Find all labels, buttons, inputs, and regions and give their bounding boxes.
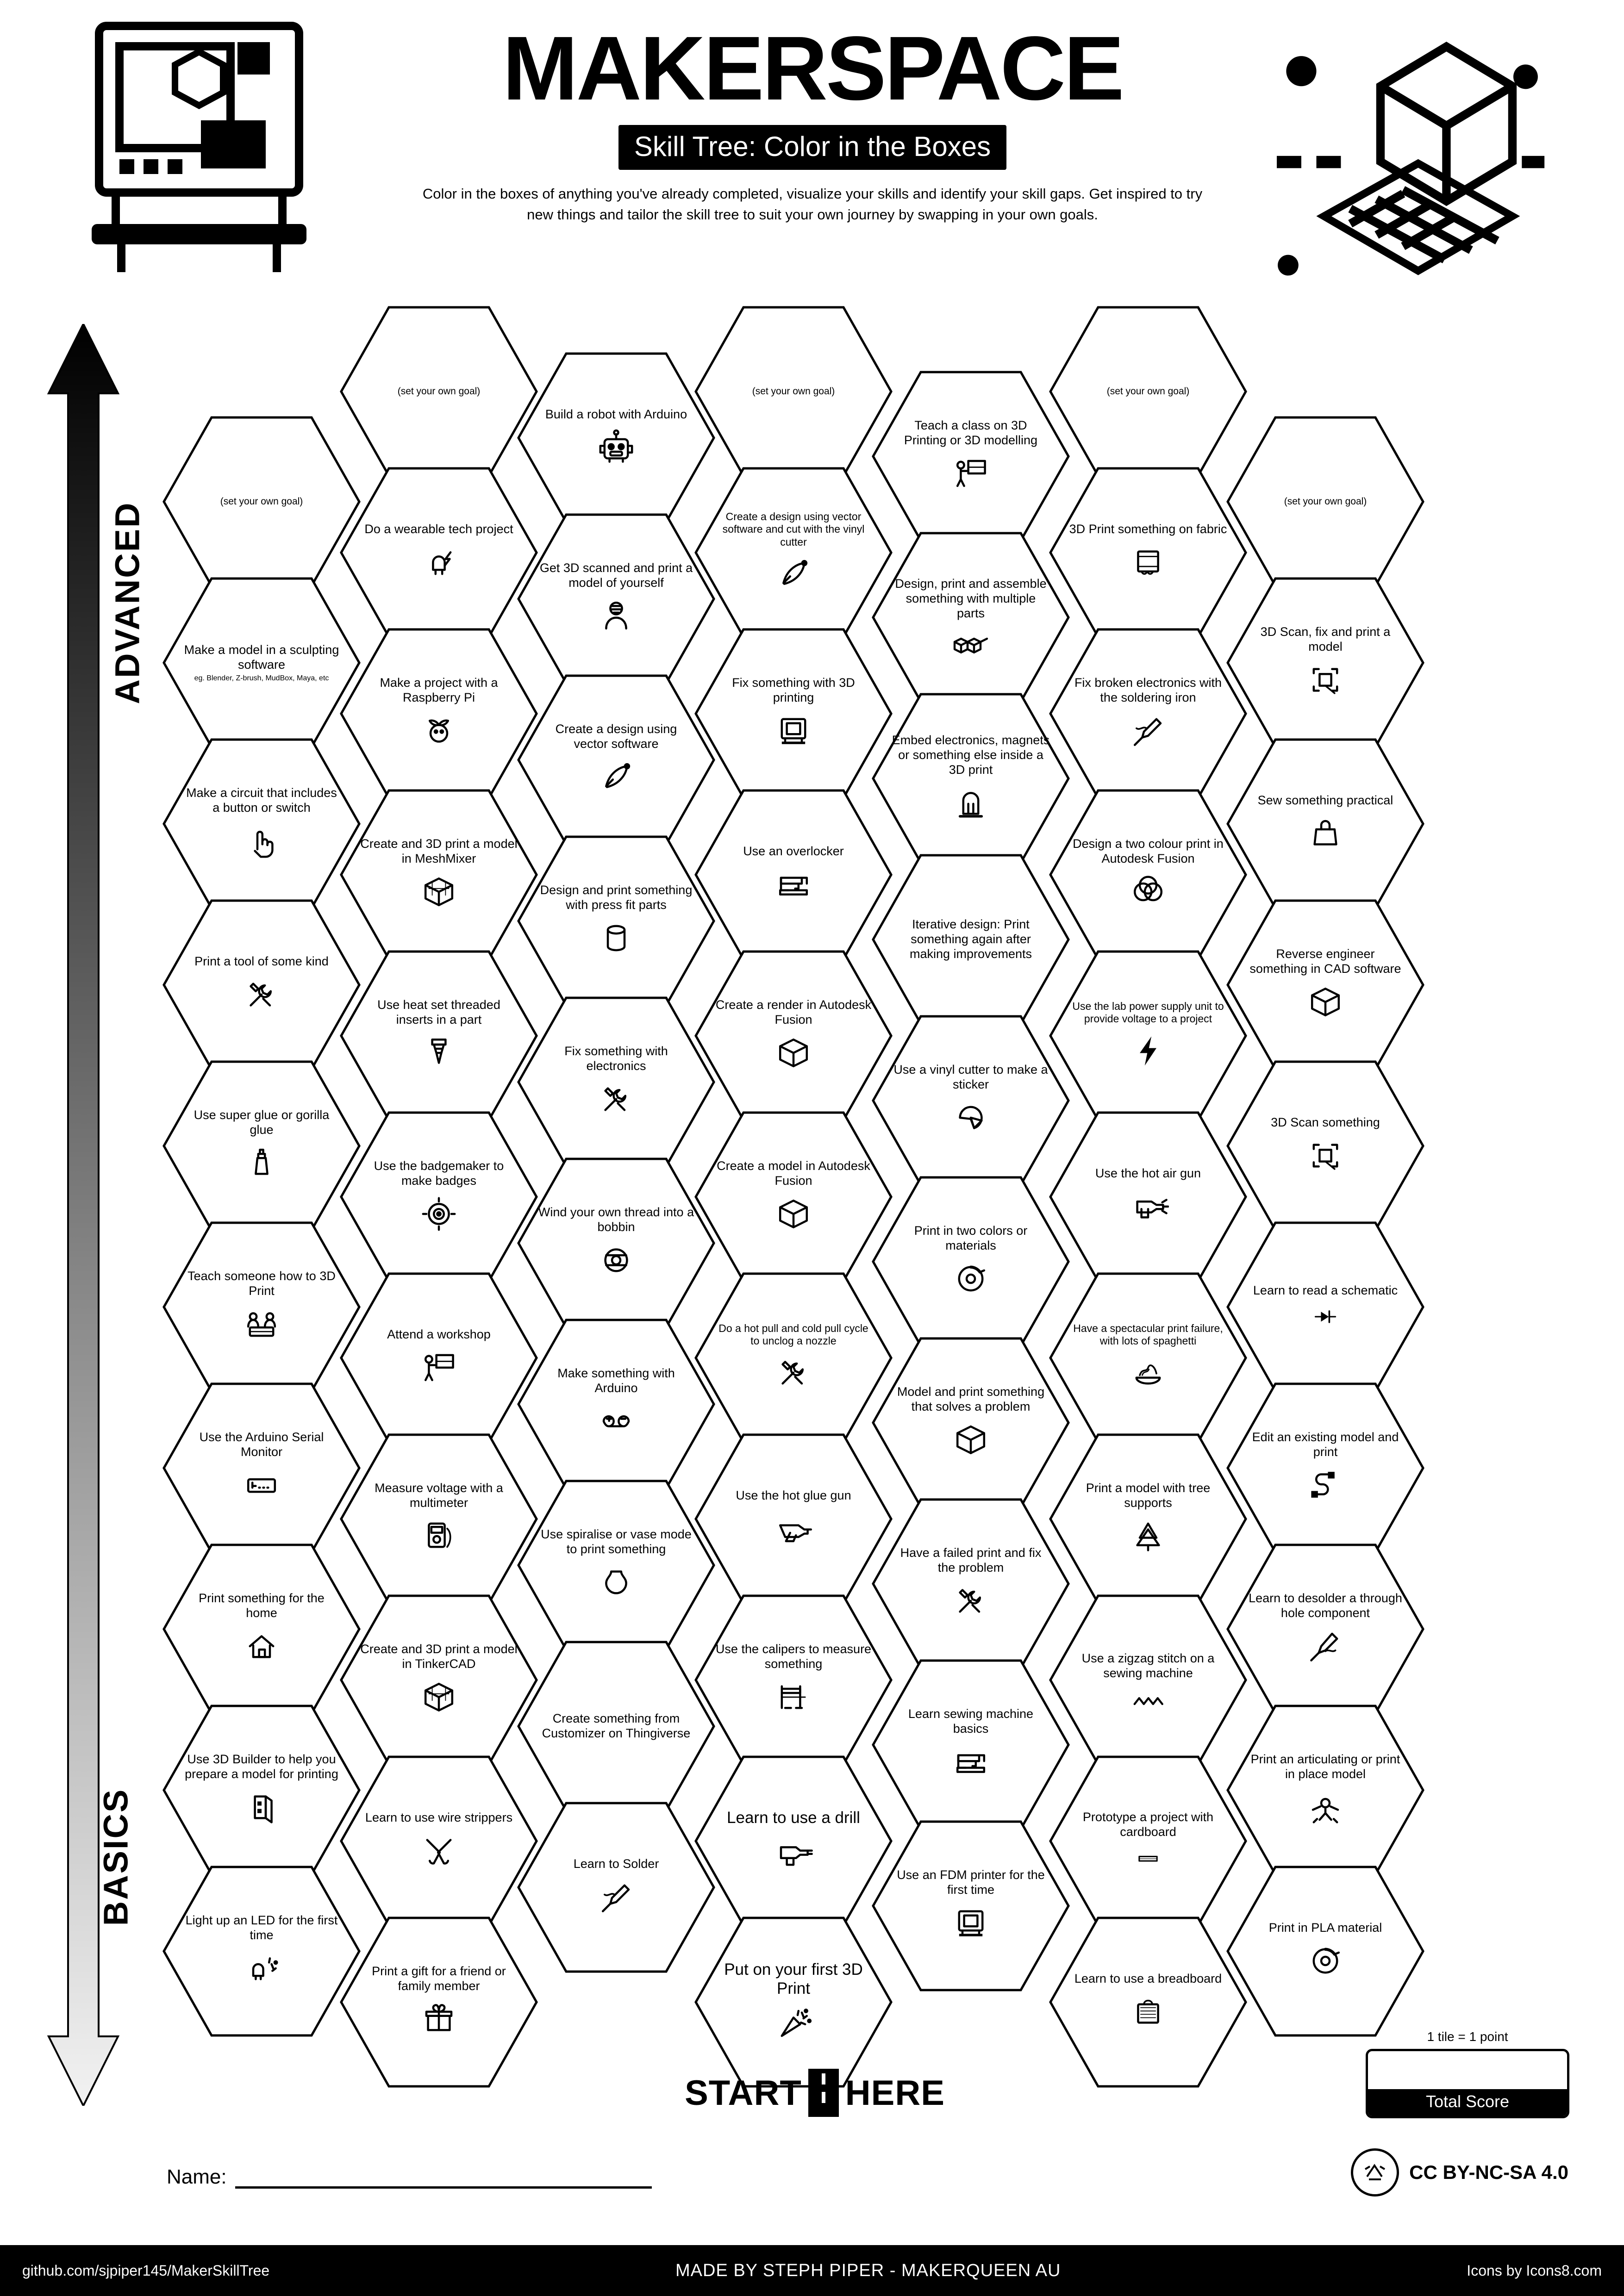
skill-tile-label: Print a gift for a friend or family member (372, 1964, 506, 1993)
skill-tile[interactable] (1049, 1755, 1248, 1927)
skill-tile[interactable] (871, 853, 1070, 1026)
skill-tile-label: 3D Scan something (1271, 1115, 1380, 1130)
skill-tile[interactable] (694, 1755, 893, 1927)
three-cubes-icon (948, 626, 994, 658)
diode-icon (1302, 1303, 1349, 1331)
skill-tile[interactable] (339, 789, 538, 961)
skill-tile-label: Wind your own thread into a bobbin (538, 1205, 694, 1234)
glue-bottle-icon (241, 1142, 282, 1184)
score-box (1366, 2029, 1569, 2118)
skill-tile[interactable] (694, 950, 893, 1122)
skill-tile-label: Attend a workshop (387, 1327, 491, 1342)
license-text: CC BY-NC-SA 4.0 (1409, 2161, 1568, 2183)
tools-icon (950, 1580, 992, 1622)
skill-tile-label: Use the hot glue gun (736, 1488, 851, 1503)
skill-tile-label: Use the hot air gun (1095, 1166, 1201, 1181)
skill-tile-label: Put on your first 3D Print (724, 1960, 863, 1997)
skill-tile-label: (set your own goal) (397, 386, 481, 397)
skill-tile-label: Teach someone how to 3D Print (187, 1269, 336, 1298)
skill-tile-label: Print a tool of some kind (194, 954, 329, 969)
name-input-line[interactable] (235, 2184, 652, 2189)
skill-tile-label: Make a model in a sculpting software (184, 642, 339, 672)
score-label: Total Score (1368, 2089, 1567, 2116)
axis-label-advanced: ADVANCED (108, 501, 147, 704)
skill-tile[interactable] (517, 352, 716, 524)
tools-icon (241, 974, 282, 1015)
skill-tile-label: Print something for the home (199, 1591, 325, 1620)
skill-tile[interactable] (694, 628, 893, 800)
bobbin-icon (595, 1239, 637, 1281)
start-word: START (685, 2073, 802, 2113)
cube-mesh-icon (418, 871, 460, 913)
skill-tile[interactable] (162, 1704, 361, 1876)
skill-tile-label: Make a circuit that includes a button or switch (186, 786, 337, 815)
skill-tile-label: Print in two colors or materials (914, 1224, 1028, 1252)
skill-tile-label: Use the badgemaker to make badges (374, 1159, 504, 1188)
hand-press-icon (241, 820, 282, 862)
skill-tile-label: Fix something with 3D printing (732, 676, 855, 704)
cube-icon (773, 1032, 814, 1074)
skill-tile[interactable] (339, 1755, 538, 1927)
skill-tile-label: Teach a class on 3D Printing or 3D modelling (904, 418, 1038, 447)
skill-tile-label: Design, print and assemble something with multiple parts (895, 577, 1047, 620)
cube-icon (773, 1193, 814, 1235)
skill-tile-label: Use spiralise or vase mode to print something (541, 1527, 692, 1556)
skill-tile-label: Learn to use wire strippers (365, 1811, 513, 1825)
skill-tile[interactable] (694, 1111, 893, 1283)
skill-tile[interactable] (339, 950, 538, 1122)
skill-tile[interactable] (1226, 416, 1425, 588)
skill-tile[interactable] (871, 1014, 1070, 1187)
skill-tile-label: Use the calipers to measure something (715, 1642, 872, 1671)
sticker-icon (950, 1097, 992, 1139)
cube-icon (1305, 981, 1346, 1023)
presentation-icon (418, 1347, 460, 1388)
skill-tile-label: Use an FDM printer for the first time (897, 1868, 1045, 1897)
skill-tile[interactable] (871, 531, 1070, 703)
skill-tile-label: Have a failed print and fix the problem (900, 1546, 1042, 1574)
skill-tile-subtext: eg. Blender, Z-brush, MudBox, Maya, etc (194, 674, 329, 682)
skill-tile[interactable] (1226, 1060, 1425, 1232)
road-icon (808, 2069, 839, 2117)
skill-tile[interactable] (162, 416, 361, 588)
skill-tile-label: Use a vinyl cutter to make a sticker (893, 1063, 1048, 1091)
skill-tile[interactable] (871, 1820, 1070, 1992)
skill-tile[interactable] (871, 1498, 1070, 1670)
skill-tile[interactable] (1226, 577, 1425, 749)
3d-builder-icon (241, 1786, 282, 1828)
skill-tile-label: Create something from Customizer on Thingiverse (542, 1711, 691, 1740)
skill-tile[interactable] (871, 1337, 1070, 1509)
fabric-icon (1127, 541, 1169, 583)
skill-tile[interactable] (694, 467, 893, 639)
soldering-iron-icon (1127, 710, 1169, 752)
screw-insert-icon (418, 1032, 460, 1074)
bag-icon (1305, 813, 1346, 854)
printer-icon (950, 1902, 992, 1944)
skill-tile[interactable] (162, 1060, 361, 1232)
wire-strippers-icon (418, 1830, 460, 1872)
skill-tile[interactable] (1226, 738, 1425, 910)
skill-tile[interactable] (1226, 1865, 1425, 2037)
skill-tile-label: Learn to read a schematic (1253, 1283, 1398, 1298)
skill-tile[interactable] (1049, 305, 1248, 478)
skill-tree-grid (134, 305, 1579, 2110)
cube-grid-logo-icon (1265, 28, 1552, 292)
skill-tile-label: (set your own goal) (1284, 496, 1367, 507)
skill-tile[interactable] (1049, 1916, 1248, 2088)
skill-tile-label: Make something with Arduino (557, 1366, 675, 1395)
footer-icon-credit: Icons by Icons8.com (1467, 2262, 1602, 2279)
axis-label-basics: BASICS (96, 1788, 135, 1926)
skill-tile[interactable] (871, 692, 1070, 865)
skill-tile[interactable] (694, 305, 893, 478)
skill-tile-label: Edit an existing model and print (1252, 1430, 1399, 1459)
badge-icon (418, 1193, 460, 1235)
skill-tile-label: Use an overlocker (743, 844, 844, 859)
tree-icon (1127, 1515, 1169, 1557)
articulating-icon (1305, 1786, 1346, 1828)
edit-path-icon (1305, 1464, 1346, 1506)
skill-tile[interactable] (517, 1801, 716, 1973)
skill-tile[interactable] (339, 628, 538, 800)
skill-tile-label: (set your own goal) (1106, 386, 1190, 397)
house-icon (241, 1625, 282, 1667)
filament-spool-icon (1305, 1940, 1346, 1982)
skill-tile-label: Create and 3D print a model in TinkerCAD (360, 1642, 518, 1671)
difficulty-axis (44, 324, 147, 2106)
skill-tile[interactable] (694, 1594, 893, 1766)
skill-tile[interactable] (1226, 1221, 1425, 1393)
skill-tile-label: 3D Print something on fabric (1069, 522, 1227, 536)
glue-gun-icon (773, 1508, 814, 1549)
skill-tile[interactable] (1226, 1704, 1425, 1876)
skill-tile-label: Get 3D scanned and print a model of yourself (539, 561, 693, 590)
skill-tile-label: Print a model with tree supports (1086, 1481, 1211, 1510)
scan-icon (1305, 659, 1346, 701)
skill-tile-label: Reverse engineer something in CAD software (1249, 947, 1401, 976)
teaching-icon (241, 1303, 282, 1345)
printer-icon (773, 710, 814, 752)
skill-tile-label: Do a wearable tech project (364, 522, 513, 536)
skill-tile-label: Use 3D Builder to help you prepare a model for printing (185, 1752, 338, 1781)
name-field-row (167, 2165, 652, 2189)
skill-tile-label: Sew something practical (1257, 793, 1393, 808)
scan-icon (1305, 1135, 1346, 1176)
skill-tile-label: Model and print something that solves a problem (897, 1385, 1045, 1413)
skill-tile[interactable] (162, 1865, 361, 2037)
skill-tile[interactable] (1049, 467, 1248, 639)
skill-tile[interactable] (1049, 1594, 1248, 1766)
skill-tile-label: Measure voltage with a multimeter (375, 1481, 503, 1510)
skill-tile-label: Embed electronics, magnets or something else inside a 3D print (892, 733, 1050, 777)
skill-tile-label: Fix something with electronics (564, 1044, 668, 1073)
skill-tile[interactable] (1226, 1382, 1425, 1554)
skill-tile[interactable] (1226, 1543, 1425, 1715)
skill-tile[interactable] (517, 1318, 716, 1490)
skill-tile[interactable] (1049, 1272, 1248, 1444)
skill-tile[interactable] (871, 370, 1070, 542)
skill-tile[interactable] (339, 1272, 538, 1444)
skill-tile[interactable] (1049, 1433, 1248, 1605)
robot-icon (595, 427, 637, 468)
led-bolt-icon (418, 541, 460, 583)
here-word: HERE (845, 2073, 945, 2113)
skill-tile[interactable] (1226, 899, 1425, 1071)
tools-icon (595, 1078, 637, 1120)
skill-tile[interactable] (694, 1916, 893, 2088)
intro-paragraph: Color in the boxes of anything you've already completed, visualize your skills and identify your skill gaps. Get inspired to try new things and tailor the skill tree to suit your own journey by swapping in your own goals. (422, 186, 1203, 223)
skill-tile[interactable] (517, 1157, 716, 1329)
skill-tile[interactable] (339, 467, 538, 639)
skill-tile[interactable] (162, 1543, 361, 1715)
skill-tile[interactable] (517, 1479, 716, 1651)
skill-tile[interactable] (1049, 628, 1248, 800)
skill-tile[interactable] (339, 1594, 538, 1766)
skill-tile[interactable] (871, 1176, 1070, 1348)
name-label: Name: (167, 2165, 227, 2188)
skill-tile-label: Use a zigzag stitch on a sewing machine (1081, 1651, 1215, 1680)
skill-tile-label: Use heat set threaded inserts in a part (377, 998, 500, 1027)
skill-tile[interactable] (162, 899, 361, 1071)
skill-tile-label: Create a render in Autodesk Fusion (715, 998, 872, 1027)
presentation-icon (950, 453, 992, 494)
skill-tile[interactable] (694, 789, 893, 961)
tools-icon (773, 1352, 814, 1394)
skill-tile[interactable] (339, 1916, 538, 2088)
skill-tile[interactable] (1049, 789, 1248, 961)
footer-link-github[interactable]: github.com/sjpiper145/MakerSkillTree (22, 2262, 270, 2279)
skill-tile-label: Learn sewing machine basics (908, 1707, 1034, 1736)
footer-credit: MADE BY STEPH PIPER - MAKERQUEEN AU (675, 2260, 1061, 2280)
skill-tile-label: Learn to use a breadboard (1074, 1972, 1222, 1986)
serial-monitor-icon (241, 1464, 282, 1506)
skill-tile-label: Create a design using vector software and cut with the vinyl cutter (722, 510, 865, 548)
page-footer (0, 2245, 1624, 2296)
skill-tile[interactable] (517, 1640, 716, 1812)
vase-icon (595, 1562, 637, 1603)
multimeter-icon (418, 1515, 460, 1557)
skill-tile[interactable] (694, 1433, 893, 1605)
cylinder-icon (595, 917, 637, 959)
sewing-machine-icon (773, 864, 814, 905)
skill-tile-label: Have a spectacular print failure, with lots of spaghetti (1073, 1322, 1223, 1347)
vector-pen-icon (773, 553, 814, 595)
license-block (1351, 2148, 1568, 2196)
skill-tile-label: Design a two colour print in Autodesk Fusion (1073, 837, 1224, 865)
skill-tile-label: Print an articulating or print in place model (1250, 1752, 1400, 1781)
skill-tile[interactable] (517, 835, 716, 1007)
page-subtitle: Skill Tree: Color in the Boxes (618, 125, 1006, 170)
skill-tile[interactable] (162, 1221, 361, 1393)
start-here-marker (634, 2069, 995, 2117)
zigzag-icon (1125, 1686, 1171, 1709)
arduino-infinity-icon (595, 1400, 637, 1442)
cube-icon (950, 1419, 992, 1461)
cc-badge-icon (1351, 2148, 1399, 2196)
skill-tile-label: (set your own goal) (220, 496, 303, 507)
title-block (361, 18, 1264, 225)
skill-tile[interactable] (339, 305, 538, 478)
skill-tile-label: Build a robot with Arduino (545, 407, 687, 422)
skill-tile[interactable] (162, 1382, 361, 1554)
page-title: MAKERSPACE (502, 18, 1123, 119)
skill-tile-label: Learn to desolder a through hole component (1249, 1591, 1402, 1620)
embed-icon (950, 782, 992, 824)
skill-tile-label: Do a hot pull and cold pull cycle to unclog a nozzle (718, 1322, 868, 1347)
skill-tile-label: Iterative design: Print something again after making improvements (909, 917, 1032, 961)
body-scan-icon (595, 595, 637, 637)
skill-tile-label: Prototype a project with cardboard (1082, 1810, 1214, 1839)
skill-tile-label: 3D Scan, fix and print a model (1260, 625, 1391, 653)
filament-spool-icon (950, 1258, 992, 1300)
skill-tile-label: Create and 3D print a model in MeshMixer (360, 837, 518, 865)
skill-tile-label: Learn to Solder (573, 1857, 659, 1871)
skill-tile-label: Create a model in Autodesk Fusion (717, 1159, 870, 1188)
skill-tile[interactable] (339, 1433, 538, 1605)
raspberry-pi-icon (418, 710, 460, 752)
two-colour-icon (1127, 871, 1169, 913)
skill-tile-label: Use the Arduino Serial Monitor (199, 1430, 324, 1459)
spaghetti-icon (1127, 1352, 1169, 1394)
score-note: 1 tile = 1 point (1427, 2029, 1508, 2044)
skill-tile[interactable] (339, 1111, 538, 1283)
skill-tile-label: Light up an LED for the first time (185, 1913, 338, 1942)
skill-tile-label: Design and print something with press fit parts (540, 883, 693, 912)
calipers-icon (773, 1676, 814, 1718)
gift-icon (418, 1998, 460, 2040)
skill-tile[interactable] (517, 996, 716, 1168)
heat-gun-icon (1127, 1186, 1169, 1227)
page-header (0, 0, 1624, 305)
led-party-icon (241, 1948, 282, 1989)
sewing-machine-icon (950, 1741, 992, 1783)
skill-tile-label: Use the lab power supply unit to provide voltage to a project (1072, 1000, 1224, 1025)
skill-tile[interactable] (517, 513, 716, 685)
breadboard-icon (1127, 1991, 1169, 2033)
skill-tile-label: Learn to use a drill (727, 1809, 860, 1827)
3d-printer-logo-icon (79, 19, 319, 287)
skill-tile[interactable] (1049, 1111, 1248, 1283)
score-input[interactable] (1366, 2049, 1569, 2118)
skill-tile[interactable] (162, 577, 361, 749)
skill-tile-label: Fix broken electronics with the soldering iron (1074, 676, 1222, 704)
cube-mesh-icon (418, 1676, 460, 1718)
bolt-icon (1127, 1030, 1169, 1071)
party-popper-icon (773, 2003, 814, 2044)
skill-tile-label: Print in PLA material (1268, 1921, 1382, 1935)
desolder-icon (1305, 1625, 1346, 1667)
drill-icon (773, 1832, 814, 1874)
skill-tile[interactable] (694, 1272, 893, 1444)
skill-tile-label: (set your own goal) (752, 386, 835, 397)
skill-tile-label: Create a design using vector software (555, 722, 677, 751)
vector-pen-icon (595, 756, 637, 798)
skill-tile[interactable] (1049, 950, 1248, 1122)
soldering-iron-icon (595, 1876, 637, 1918)
skill-tile[interactable] (162, 738, 361, 910)
skill-tile[interactable] (517, 674, 716, 846)
cardboard-icon (1125, 1844, 1171, 1872)
skill-tile-label: Make a project with a Raspberry Pi (380, 676, 498, 704)
skill-tile-label: Use super glue or gorilla glue (194, 1108, 330, 1137)
skill-tile[interactable] (871, 1659, 1070, 1831)
